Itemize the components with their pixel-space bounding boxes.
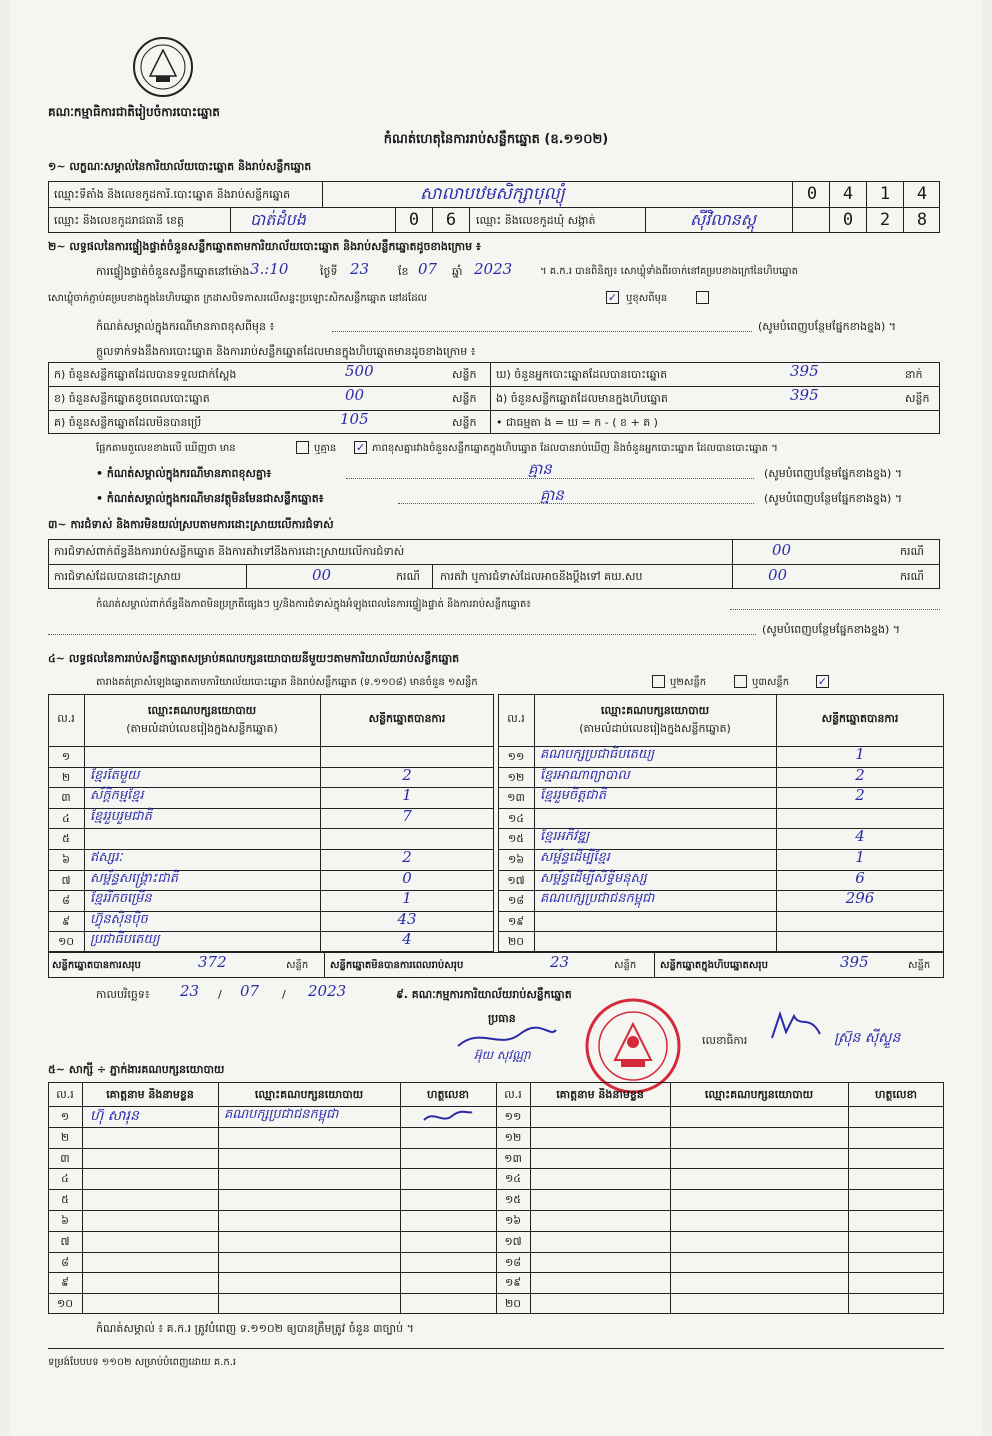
witness-row-number: ៤	[61, 1172, 69, 1186]
foreign-object-note-value: គ្មាន	[540, 486, 564, 504]
section2-title: ២~ លទ្ធផលនៃការផ្ទៀងផ្ទាត់ចំនួនសន្លឹកឆ្នោតតាមការិយាល័យបោះឆ្នោត និងរាប់សន្លឹកឆ្នោតដូចខាងក្រោម ៖	[48, 240, 481, 253]
witness-row-number: ៣	[60, 1151, 70, 1165]
row-number: ២	[61, 770, 71, 784]
col-party-subheader: (តាមលំដាប់លេខរៀងក្នុងសន្លឹកឆ្នោត)	[579, 722, 731, 735]
org-name: គណៈកម្មាធិការជាតិរៀបចំការបោះឆ្នោត	[48, 105, 220, 119]
polling-station-name: សាលាបឋមសិក្សាបុល្យ៉ំ	[420, 184, 565, 204]
section5-title: ៥~ សាក្សី ÷ ភ្នាក់ងារគណបក្សនយោបាយ	[48, 1063, 225, 1076]
resolved-value: 00	[312, 566, 332, 584]
witness-row-number: ៦	[61, 1214, 69, 1227]
box-ballots-value: 395	[790, 386, 819, 404]
party-name: ខ្មែររីកចម្រើន	[90, 891, 152, 907]
row-divider	[498, 808, 944, 809]
row-number: ៧	[61, 873, 71, 887]
discrepancy-have-label: ផ្អែកតាមតួលេខខាងលើ ឃើញថា មាន	[96, 443, 236, 454]
province-name: បាត់ដំបង	[250, 210, 306, 229]
row-divider	[48, 1189, 944, 1190]
commune-code-digit: 2	[879, 210, 891, 230]
station-code-digit: 4	[842, 184, 854, 204]
day-label: ថ្ងៃទី	[320, 265, 338, 278]
witness-row-number: ១៨	[504, 1255, 522, 1269]
station-code-digit: 1	[879, 184, 891, 204]
party-name: សម្ព័ន្ធដើម្បីខ្មែរ	[540, 850, 610, 865]
witness-row-number: ១១	[504, 1110, 522, 1123]
section4-title: ៤~ លទ្ធផលនៃការរាប់សន្លឹកឆ្នោតសម្រាប់គណបក្សនយោបាយនីមួយៗតាមការិយាល័យរាប់សន្លឹកឆ្នោត	[48, 652, 460, 665]
unit: នាក់	[905, 368, 923, 381]
irregularity-note-label: កំណត់សម្គាល់ពាក់ព័ន្ធនឹងភាពមិនប្រក្រតីផ្សេងៗ ឬ/និងការជំទាស់ក្នុងអំឡុងពេលនៃការផ្ទៀងផ្ទាត់ និងការរាប់សន្លឹកឆ្នោត៖	[96, 599, 531, 610]
col-party-header: ឈ្មោះគណបក្សនយោបាយ	[147, 704, 257, 717]
col-no-header: ល.រ	[57, 712, 75, 725]
party-votes: 7	[402, 806, 412, 825]
row-number: ៥	[62, 832, 70, 846]
party-votes: 0	[402, 868, 412, 887]
party-name: គណបក្សប្រជាជនកម្ពុជា	[540, 891, 655, 907]
discrepancy-yes-checkbox[interactable]	[296, 441, 309, 454]
complaints-value: 00	[772, 541, 792, 559]
secretary-label: លេខាធិការ	[702, 1034, 748, 1047]
party-name: ខ្មែរអភិវឌ្ឍ	[540, 829, 590, 845]
province-code-digit: 0	[408, 210, 420, 230]
year-label: ឆ្នាំ	[452, 265, 463, 278]
verify-month: 07	[418, 260, 438, 278]
witness-row-number: ៩	[61, 1276, 69, 1290]
row-divider	[48, 1168, 944, 1169]
col-party-header: ឈ្មោះគណបក្សនយោបាយ	[600, 704, 710, 717]
party-name: ខ្មែររួបរួមជាតិ	[90, 808, 152, 824]
row-divider	[48, 1210, 944, 1211]
row-number: ៨	[62, 894, 70, 908]
row-divider	[498, 931, 944, 932]
chair-name: អ៊ុយ សុវណ្ណា	[474, 1048, 531, 1062]
row-number: ១៧	[507, 873, 525, 887]
party-votes: 296	[845, 889, 875, 908]
row-number: ១	[61, 750, 71, 763]
party-votes: 1	[855, 848, 865, 866]
row-number: ១២	[507, 770, 525, 784]
party-name: ស័ក្តិកម្មខ្មែរ	[90, 788, 144, 804]
unit: សន្លឹក	[452, 368, 477, 381]
row-number: ១៩	[507, 914, 525, 928]
witness-row-number: ១៩	[504, 1276, 522, 1290]
see-back-hint: (សូមបំពេញបន្ថែមផ្នែកខាងខ្នង) ។	[764, 492, 903, 505]
row-divider	[48, 1252, 944, 1253]
unit: ករណី	[900, 570, 924, 583]
row-number: ១៦	[507, 853, 525, 866]
party-name: ហ៊្វុនស៊ិនប៉ិច	[90, 911, 148, 927]
station-code-digit: 4	[916, 184, 928, 204]
party-name: ខ្មែរតែមួយ	[90, 767, 140, 783]
voters-value: 395	[790, 362, 819, 380]
col-votes-header: សន្លឹកឆ្នោតបានការ	[821, 712, 899, 725]
two-sheet-checkbox[interactable]	[734, 675, 747, 688]
row-number: ១០	[57, 935, 75, 949]
discrepancy-none-checkbox[interactable]: ✓	[355, 441, 366, 454]
row-number: ៤	[62, 811, 70, 825]
witness-row-number: ១៧	[504, 1234, 522, 1248]
row-number: ១៥	[507, 832, 525, 846]
witness-row-number: ១៤	[504, 1172, 522, 1186]
formula-note: • ជាធម្មតា ង = ឃ = ក - ( ខ + គ )	[496, 416, 658, 429]
date-day: 23	[180, 982, 200, 1000]
party-name: ឥស្សរៈ	[90, 850, 123, 865]
received-ballots-label: ក) ចំនួនសន្លឹកឆ្នោតដែលបានទទួលជាក់ស្តែង	[54, 368, 237, 381]
unit: ករណី	[396, 570, 420, 583]
date-label: កាលបរិច្ឆេទ៖	[96, 988, 150, 1001]
three-sheet-label: ឬ៣សន្លឹក	[752, 677, 790, 688]
foreign-object-note-label: • កំណត់សម្គាល់ក្នុងករណីមានវត្ថុមិនមែនជាសន្លឹកឆ្នោត៖	[96, 492, 324, 505]
party-votes: 1	[402, 889, 412, 908]
unused-ballots-value: 105	[340, 410, 369, 428]
party-votes: 1	[855, 745, 865, 763]
party-votes: 2	[855, 786, 865, 805]
nec-emblem	[132, 36, 194, 98]
witness-row-number: ២០	[504, 1297, 522, 1311]
date-year: 2023	[308, 982, 347, 1000]
spoiled-ballots-value: 00	[345, 386, 365, 404]
party-name: សម្ព័ន្ធសង្គ្រោះជាតិ	[90, 870, 178, 886]
voters-label: ឃ) ចំនួនអ្នកបោះឆ្នោតដែលបានបោះឆ្នោត	[496, 368, 668, 381]
resolved-label: ការជំទាស់ដែលបានដោះស្រាយ	[54, 570, 181, 583]
party-votes: 4	[855, 827, 865, 846]
commune-label: ឈ្មោះ និងលេខកូដឃុំ សង្កាត់	[476, 214, 596, 227]
witness-signature	[420, 1108, 476, 1126]
location-label: ឈ្មោះទីតាំង និងលេខកូដការិ.បោះឆ្នោត និងរាប់សន្លឹកឆ្នោត	[54, 188, 291, 201]
commune-code-digit: 8	[916, 210, 928, 230]
valid-total-value: 372	[198, 953, 227, 971]
box-total-value: 395	[840, 953, 869, 971]
col-no-header: ល.រ	[507, 712, 525, 725]
witness-name: ហ៊ុ សារុន	[90, 1108, 139, 1124]
witness-row-number: ៧	[60, 1234, 70, 1248]
party-votes: 43	[397, 909, 417, 928]
totals-row	[48, 952, 944, 978]
party-name: គណបក្សប្រជាធិបតេយ្យ	[540, 747, 655, 762]
see-back-hint: (សូមបំពេញបន្ថែមផ្នែកខាងខ្នង) ។	[758, 320, 897, 333]
witness-row-number: ១៣	[504, 1151, 522, 1165]
col-party-header: ឈ្មោះគណបក្សនយោបាយ	[704, 1088, 814, 1101]
party-name: ខ្មែរអាណាព្យាបាល	[540, 767, 630, 783]
col-sign-header: ហត្ថលេខា	[875, 1088, 917, 1101]
three-sheet-checkbox[interactable]: ✓	[817, 675, 828, 688]
row-divider	[48, 1231, 944, 1232]
witness-row-number: ១	[60, 1110, 70, 1123]
row-number: ១៤	[507, 811, 525, 825]
two-sheet-label: ឬ២សន្លឹក	[670, 677, 707, 688]
row-divider	[48, 1293, 944, 1294]
received-ballots-value: 500	[345, 362, 374, 380]
discrepancy-none-label: ឬគ្មាន	[314, 443, 337, 454]
form-reference: ទម្រង់បែបបទ ១១០២ សម្រាប់បំពេញដោយ គ.ក.រ	[48, 1357, 237, 1368]
witness-row-number: ១៥	[504, 1193, 522, 1207]
witness-row-number: ២	[60, 1130, 70, 1144]
row-number: ១១	[507, 750, 525, 763]
see-back-hint: (សូមបំពេញបន្ថែមផ្នែកខាងខ្នង) ។	[762, 623, 901, 636]
seal-text: សោឃ្លុំចាក់ភ្ជាប់គម្របខាងក្នុងនៃហិបឆ្នោត ក្រដាសបិទភាសរលើសន្ទះប្រឡោះសិកសន្លឹកឆ្នោត នៅដដែល	[48, 293, 428, 304]
changed-checkbox[interactable]	[696, 291, 709, 304]
table-intro: ក្តួលទាក់ទងនឹងការបោះឆ្នោត និងការរាប់សន្លឹកឆ្នោតដែលមានក្នុងហិបឆ្នោតមានដូចខាងក្រោម ៖	[96, 345, 476, 358]
unit: សន្លឹក	[286, 960, 309, 971]
secretary-signature	[766, 1008, 826, 1044]
witness-row-number: ១០	[56, 1297, 74, 1311]
changed-label: ឬខុសពីមុន	[626, 293, 668, 304]
col-party-header: ឈ្មោះគណបក្សនយោបាយ	[254, 1088, 364, 1101]
verify-day: 23	[350, 260, 370, 278]
col-name-header: គោត្តនាម និងនាមខ្លួន	[106, 1088, 194, 1101]
party-name: សម្ព័ន្ធដើម្បីសិទ្ធិមនុស្ស	[540, 870, 647, 886]
row-divider	[498, 911, 944, 912]
unit: សន្លឹក	[905, 392, 930, 405]
spoiled-ballots-label: ខ) ចំនួនសន្លឹកឆ្នោតខូចពេលបោះឆ្នោត	[54, 392, 210, 405]
invalid-total-value: 23	[550, 953, 570, 971]
witness-row-number: ១៦	[504, 1214, 522, 1227]
difference-note-label: កំណត់សម្គាល់ក្នុងករណីមានភាពខុសពីមុន ៖	[96, 320, 275, 333]
tally-sheet-count-label: តារាងគត់ត្រាសំឡេងឆ្នោតតាមការិយាល័យបោះឆ្នោត និងរាប់សន្លឹកឆ្នោត (ទ.១១០៨) មានចំនួន ១សន្លឹក	[96, 677, 478, 688]
party-votes: 4	[402, 930, 412, 949]
unit: សន្លឹក	[452, 416, 477, 429]
one-sheet-checkbox[interactable]	[652, 675, 665, 688]
party-votes: 2	[402, 848, 412, 866]
row-number: ១៨	[507, 894, 525, 908]
section3-title: ៣~ ការជំទាស់ និងការមិនយល់ស្របតាមការដោះស្រាយលើការជំទាស់	[48, 518, 334, 531]
col-votes-header: សន្លឹកឆ្នោតបានការ	[368, 712, 446, 725]
official-stamp	[583, 996, 683, 1096]
appeals-label: ការតវ៉ា ឬការជំទាស់ដែលអាចនឹងប្តឹងទៅ គឃ.សប	[440, 570, 643, 583]
discrepancy-text: ភាពខុសគ្នារវាងចំនួនសន្លឹកឆ្នោតក្នុងហិបឆ្នោត ដែលបានរាប់ឃើញ និងចំនួនអ្នកបោះឆ្នោត ដែលបានបោះឆ្នោត ។	[372, 443, 778, 454]
committee-label: ៩. គណៈកម្មការការិយាល័យរាប់សន្លឹកឆ្នោត	[396, 988, 572, 1001]
party-name: ប្រជាធិបតេយ្យ	[90, 932, 160, 948]
party-votes: 6	[855, 868, 865, 887]
row-number: ៩	[62, 914, 70, 928]
row-divider	[48, 828, 494, 829]
section1-title: ១~ លក្ខណៈសម្គាល់នៃការិយាល័យបោះឆ្នោត និងរាប់សន្លឹកឆ្នោត	[48, 160, 312, 173]
invalid-total-label: សន្លឹកឆ្នោតមិនបានការពេលរាប់សរុប	[330, 960, 464, 971]
verify-time-label: ការផ្ទៀងផ្ទាត់ចំនួនសន្លឹកឆ្នោតនៅម៉ោង	[96, 265, 250, 278]
witness-party: គណបក្សប្រជាជនកម្ពុជា	[224, 1107, 339, 1122]
row-divider	[48, 1148, 944, 1149]
col-party-subheader: (តាមលំដាប់លេខរៀងក្នុងសន្លឹកឆ្នោត)	[126, 722, 278, 735]
witness-row-number: ៥	[61, 1193, 69, 1207]
unit: សន្លឹក	[452, 392, 477, 405]
col-no-header: ល.រ	[504, 1088, 522, 1101]
valid-total-label: សន្លឹកឆ្នោតបានការសរុប	[52, 960, 141, 971]
party-votes: 1	[402, 786, 412, 805]
col-sign-header: ហត្ថលេខា	[427, 1088, 469, 1101]
discrepancy-note-value: គ្មាន	[528, 460, 552, 478]
witness-row-number: ១២	[504, 1130, 522, 1144]
party-name: ខ្មែររួមចិត្តជាតិ	[540, 788, 607, 804]
row-number: ១៣	[507, 791, 525, 805]
box-ballots-label: ង) ចំនួនសន្លឹកឆ្នោតដែលមានក្នុងហិបឆ្នោត	[496, 392, 668, 405]
row-number: ២០	[507, 935, 525, 949]
secretary-name: ស្រ៊ុន ស៊ីស្ទួន	[834, 1030, 901, 1046]
unused-ballots-label: គ) ចំនួនសន្លឹកឆ្នោតដែលមិនបានប្រើ	[54, 416, 202, 429]
see-back-hint: (សូមបំពេញបន្ថែមផ្នែកខាងខ្នង) ។	[764, 467, 903, 480]
appeals-value: 00	[768, 566, 788, 584]
witness-row-number: ៨	[61, 1255, 69, 1269]
station-code-digit: 0	[806, 184, 818, 204]
unit: សន្លឹក	[614, 960, 637, 971]
province-code-digit: 6	[445, 210, 457, 230]
verify-text: ។ គ.ក.រ បានពិនិត្យ៖ សោឃ្លុំទាំងពីរចាក់នៅគម្របខាងក្រៅនៃហិបឆ្នោត	[540, 266, 798, 277]
commune-name: ស៊ីវិលានស្តុ	[690, 210, 757, 229]
row-number: ៦	[62, 853, 70, 866]
col-name-header: គោត្តនាម និងនាមខ្លួន	[556, 1088, 644, 1101]
unchanged-checkbox[interactable]: ✓	[607, 291, 618, 304]
col-no-header: ល.រ	[56, 1088, 74, 1101]
box-total-label: សន្លឹកឆ្នោតក្នុងហិបឆ្នោតសរុប	[660, 960, 768, 971]
unit: សន្លឹក	[908, 960, 931, 971]
chair-label: ប្រធាន	[488, 1012, 516, 1025]
party-votes: 2	[855, 765, 865, 784]
month-label: ខែ	[398, 265, 409, 278]
province-label: ឈ្មោះ និងលេខកូដរាជធានី ខេត្ត	[54, 214, 184, 227]
verify-year: 2023	[474, 260, 513, 278]
discrepancy-note-label: • កំណត់សម្គាល់ក្នុងករណីមានភាពខុសគ្នា៖	[96, 467, 272, 480]
unit: ករណី	[900, 545, 924, 558]
footer-note: កំណត់សម្គាល់ ៖ គ.ក.រ ត្រូវបំពេញ ទ.១១០២ ឲ្យបានត្រឹមត្រូវ ចំនួន ៣ច្បាប់ ។	[96, 1322, 414, 1335]
row-number: ៣	[61, 791, 71, 805]
form-title: កំណត់ហេតុនៃការរាប់សន្លឹកឆ្នោត (ឧ.១១០២)	[383, 132, 609, 147]
date-month: 07	[240, 982, 260, 1000]
complaints-label: ការជំទាស់ពាក់ព័ន្ធនឹងការរាប់សន្លឹកឆ្នោត និងការតវ៉ាទៅនឹងការដោះស្រាយលើការជំទាស់	[54, 545, 405, 558]
row-divider	[48, 1272, 944, 1273]
row-divider	[48, 1127, 944, 1128]
commune-code-digit: 0	[842, 210, 854, 230]
verify-time: 3.:10	[250, 260, 289, 278]
party-votes: 2	[402, 765, 412, 784]
